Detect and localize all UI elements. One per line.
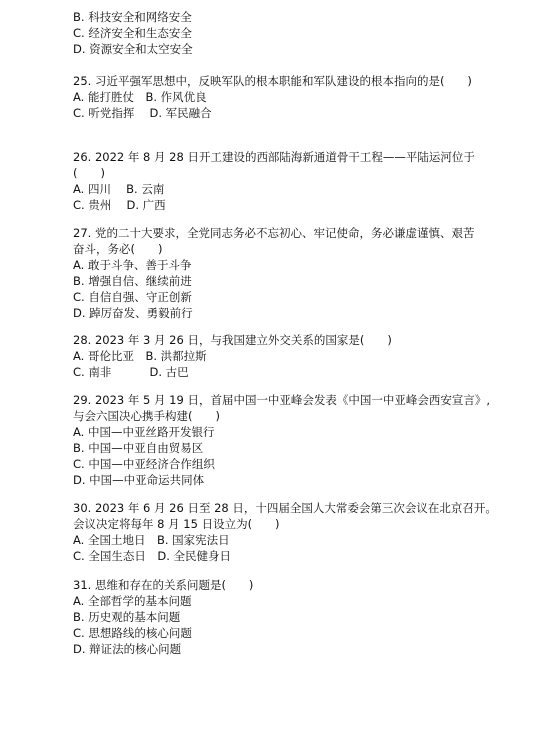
option-line: C. 南非 D. 古巴 (73, 365, 189, 379)
option-line: B. 科技安全和网络安全 (73, 10, 192, 24)
question-27-continued: 奋斗，务必( ) (73, 242, 163, 256)
option-line: A. 四川 B. 云南 (73, 182, 165, 196)
option-line: B. 历史观的基本问题 (73, 610, 181, 624)
question-26-continued: ( ) (73, 166, 105, 180)
option-line: B. 增强自信、继续前进 (73, 274, 192, 288)
option-line: A. 敢于斗争、善于斗争 (73, 258, 192, 272)
option-line: C. 贵州 D. 广西 (73, 198, 166, 212)
option-line: A. 能打胜仗 B. 作风优良 (73, 90, 207, 104)
question-29-continued: 与会六国决心携手构建( ) (73, 409, 220, 423)
option-line: D. 辩证法的核心问题 (73, 642, 182, 656)
option-line: C. 经济安全和生态安全 (73, 26, 192, 40)
question-31: 31. 思维和存在的关系问题是( ) (73, 578, 254, 592)
option-line: C. 听党指挥 D. 军民融合 (73, 106, 212, 120)
option-line: D. 踔厉奋发、勇毅前行 (73, 306, 193, 320)
option-line: C. 思想路线的核心问题 (73, 626, 192, 640)
option-line: C. 自信自强、守正创新 (73, 290, 192, 304)
question-26: 26. 2022 年 8 月 28 日开工建设的西部陆海新通道骨干工程——平陆运河位于 (73, 150, 475, 164)
question-28: 28. 2023 年 3 月 26 日，与我国建立外交关系的国家是( ) (73, 333, 392, 347)
option-line: D. 中国—中亚命运共同体 (73, 473, 205, 487)
option-line: C. 全国生态日 D. 全民健身日 (73, 549, 232, 563)
option-line: A. 中国—中亚丝路开发银行 (73, 425, 215, 439)
question-30-continued: 会议决定将每年 8 月 15 日设立为( ) (73, 517, 280, 531)
option-line: A. 全部哲学的基本问题 (73, 594, 192, 608)
question-25: 25. 习近平强军思想中，反映军队的根本职能和军队建设的根本指向的是( ) (73, 74, 472, 88)
question-29: 29. 2023 年 5 月 19 日，首届中国一中亚峰会发表《中国一中亚峰会西安宣言》, (73, 393, 491, 407)
option-line: C. 中国—中亚经济合作组织 (73, 457, 215, 471)
option-line: D. 资源安全和太空安全 (73, 42, 193, 56)
option-line: A. 哥伦比亚 B. 洪都拉斯 (73, 349, 207, 363)
option-line: A. 全国土地日 B. 国家宪法日 (73, 533, 230, 547)
option-line: B. 中国—中亚自由贸易区 (73, 441, 204, 455)
question-30: 30. 2023 年 6 月 26 日至 28 日，十四届全国人大常委会第三次会议在北京召开。 (73, 501, 497, 515)
question-27: 27. 党的二十大要求，全党同志务必不忘初心、牢记使命，务必谦虚谨慎、艰苦 (73, 226, 475, 240)
